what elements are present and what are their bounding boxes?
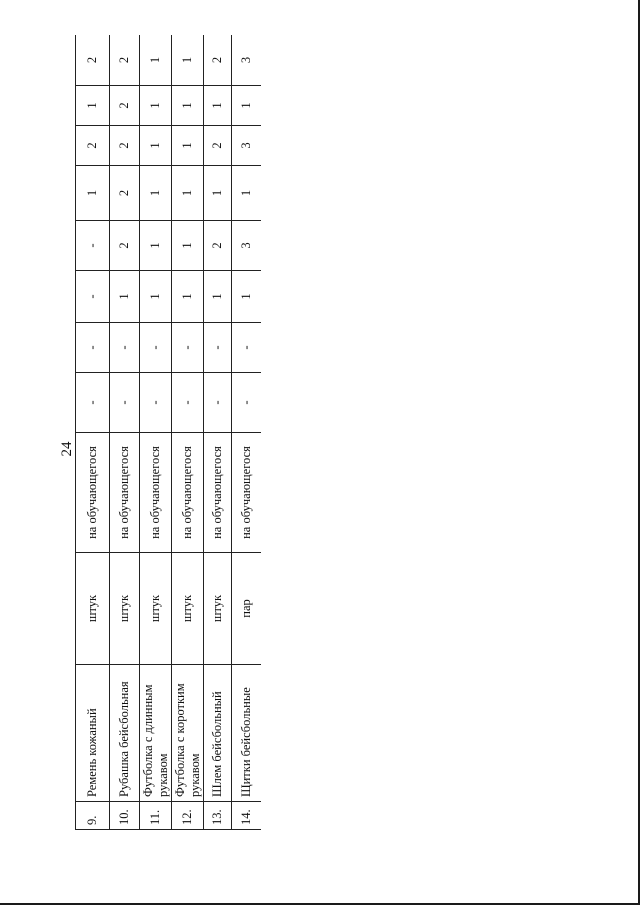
item-name-cell: Шлем бейсбольный <box>204 665 232 802</box>
value-cell: - <box>204 323 232 373</box>
item-name-cell: Рубашка бейсбольная <box>110 665 140 802</box>
value-cell: 1 <box>232 86 262 126</box>
value-cell: 1 <box>140 35 172 86</box>
value-cell: - <box>76 323 110 373</box>
value-cell: 1 <box>204 86 232 126</box>
table-row <box>140 35 172 830</box>
row-number-cell: 10. <box>110 802 140 830</box>
value-cell: - <box>232 373 262 433</box>
table-row <box>110 35 140 830</box>
value-cell: - <box>140 323 172 373</box>
basis-cell: на обучающегося <box>76 433 110 553</box>
value-cell: 2 <box>204 126 232 166</box>
value-cell: 1 <box>172 86 204 126</box>
value-cell: 1 <box>110 271 140 323</box>
value-cell: - <box>110 373 140 433</box>
basis-cell: на обучающегося <box>140 433 172 553</box>
value-cell: 1 <box>172 221 204 271</box>
value-cell: 1 <box>76 86 110 126</box>
value-cell: 1 <box>172 35 204 86</box>
value-cell: 2 <box>110 86 140 126</box>
table-row <box>232 35 262 830</box>
table-row <box>172 35 204 830</box>
value-cell: - <box>232 323 262 373</box>
basis-cell: на обучающегося <box>204 433 232 553</box>
row-number-cell: 12. <box>172 802 204 830</box>
value-cell: 1 <box>204 166 232 221</box>
unit-cell: пар <box>232 553 262 665</box>
unit-cell: штук <box>204 553 232 665</box>
row-number-cell: 9. <box>76 802 110 830</box>
value-cell: 2 <box>110 35 140 86</box>
value-cell: 1 <box>140 271 172 323</box>
value-cell: 2 <box>76 126 110 166</box>
equipment-table-container <box>75 35 261 830</box>
row-number-cell: 13. <box>204 802 232 830</box>
row-number-cell: 11. <box>140 802 172 830</box>
value-cell: 3 <box>232 221 262 271</box>
row-number-cell: 14. <box>232 802 262 830</box>
value-cell: - <box>76 271 110 323</box>
basis-cell: на обучающегося <box>172 433 204 553</box>
value-cell: 2 <box>110 166 140 221</box>
value-cell: - <box>76 373 110 433</box>
item-name-cell: Футболка с коротким рукавом <box>172 665 204 802</box>
value-cell: 1 <box>140 86 172 126</box>
value-cell: - <box>76 221 110 271</box>
basis-cell: на обучающегося <box>110 433 140 553</box>
value-cell: - <box>172 373 204 433</box>
table-row <box>204 35 232 830</box>
value-cell: 1 <box>232 166 262 221</box>
value-cell: 1 <box>232 271 262 323</box>
item-name-cell: Футболка с длинным рукавом <box>140 665 172 802</box>
value-cell: 2 <box>204 35 232 86</box>
value-cell: 2 <box>110 221 140 271</box>
value-cell: - <box>204 373 232 433</box>
unit-cell: штук <box>110 553 140 665</box>
value-cell: - <box>172 323 204 373</box>
value-cell: 1 <box>140 166 172 221</box>
value-cell: 1 <box>204 271 232 323</box>
value-cell: 1 <box>76 166 110 221</box>
value-cell: 1 <box>140 221 172 271</box>
value-cell: 3 <box>232 35 262 86</box>
value-cell: 1 <box>172 126 204 166</box>
item-name-cell: Ремень кожаный <box>76 665 110 802</box>
value-cell: 2 <box>204 221 232 271</box>
value-cell: 2 <box>110 126 140 166</box>
item-name-cell: Щитки бейсбольные <box>232 665 262 802</box>
unit-cell: штук <box>76 553 110 665</box>
value-cell: 2 <box>76 35 110 86</box>
value-cell: - <box>110 323 140 373</box>
value-cell: 1 <box>172 166 204 221</box>
unit-cell: штук <box>172 553 204 665</box>
unit-cell: штук <box>140 553 172 665</box>
basis-cell: на обучающегося <box>232 433 262 553</box>
value-cell: 1 <box>140 126 172 166</box>
page-number: 24 <box>58 441 75 457</box>
table-row <box>76 35 110 830</box>
value-cell: - <box>140 373 172 433</box>
equipment-table <box>75 35 261 830</box>
value-cell: 3 <box>232 126 262 166</box>
value-cell: 1 <box>172 271 204 323</box>
